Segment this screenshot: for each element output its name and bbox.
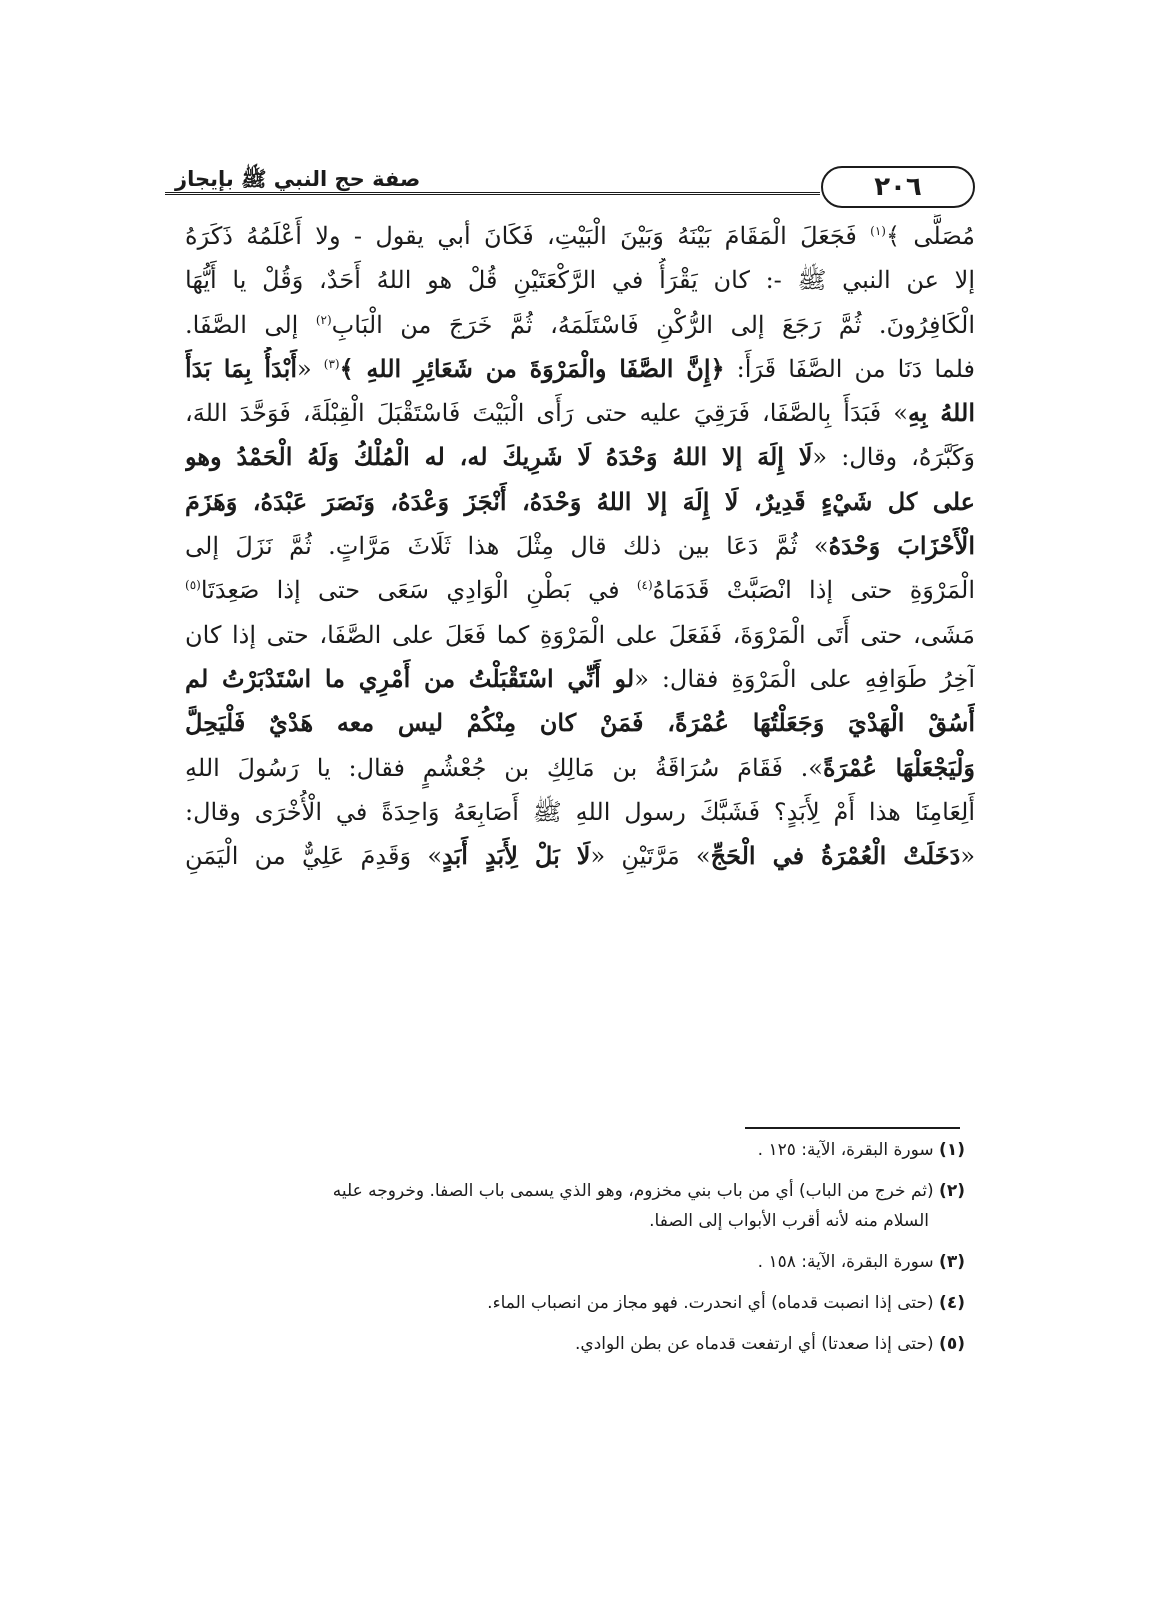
text-line: أَلِعَامِنَا هذا أَمْ لِأَبَدٍ؟ فَشَبَّكَ رسول اللهِ ﷺ أَصَابِعَهُ وَاحِدَةً في الْأُخْرَى وقال: [185,797,975,826]
footnote: (١) سورة البقرة، الآية: ١٢٥ . [757,1140,965,1160]
footnote-separator [745,1127,960,1129]
text-line: «دَخَلَتْ الْعُمْرَةُ في الْحَجِّ» مَرَّتَيْنِ «لَا بَلْ لِأَبَدٍ أَبَدٍ» وَقَدِمَ عَلِيٌّ من الْيَمَنِ [185,841,975,871]
main-text [185,214,975,878]
page-header [165,158,980,210]
text-line: وَكَبَّرَهُ، وقال: «لَا إِلَهَ إلا اللهُ وَحْدَهُ لَا شَرِيكَ له، له الْمُلْكُ وَلَهُ الْحَمْدُ وهو [185,442,975,472]
text-line: فلما دَنَا من الصَّفَا قَرَأَ: ﴿إِنَّ الصَّفَا والْمَرْوَةَ من شَعَائِرِ اللهِ ﴾$^{(٣)}$ «أَبْدَأُ بِمَا بَدَأَ [185,353,975,383]
text-line: مُصَلًّى ﴾$^{(١)}$ فَجَعَلَ الْمَقَامَ بَيْنَهُ وَبَيْنَ الْبَيْتِ، فَكَانَ أبي يقول - ولا أَعْلَمُهُ ذَكَرَهُ [185,222,975,250]
book-title: صفة حج النبي ﷺ بإيجاز [175,167,421,191]
text-line: الْمَرْوَةِ حتى إذا انْصَبَّتْ قَدَمَاهُ$^{(٤)}$ في بَطْنِ الْوَادِي سَعَى حتى إذا صَعِدَتَا$^{(٥)}$ [185,576,975,605]
header-double-rule [165,192,820,195]
text-line: اللهُ بِهِ» فَبَدَأَ بِالصَّفَا، فَرَقِيَ عليه حتى رَأَى الْبَيْتَ فَاسْتَقْبَلَ الْقِبْلَةَ، فَوَحَّدَ اللهَ، [185,398,975,428]
footnote: (٢) (ثم خرج من الباب) أي من باب بني مخزوم، وهو الذي يسمى باب الصفا. وخروجه عليه السلام منه لأنه أقرب الأبواب إلى الصفا. [332,1181,965,1231]
text-line: أَسُقْ الْهَدْيَ وَجَعَلْتُهَا عُمْرَةً، فَمَنْ كان مِنْكُمْ ليس معه هَدْيٌ فَلْيَحِلَّ [185,708,975,738]
footnote: (٣) سورة البقرة، الآية: ١٥٨ . [757,1252,965,1272]
text-line: آخِرُ طَوَافِهِ على الْمَرْوَةِ فقال: «لو أَنِّي اسْتَقْبَلْتُ من أَمْرِي ما اسْتَدْبَرْتُ لم [185,663,975,693]
text-line: مَشَى، حتى أَتَى الْمَرْوَةَ، فَفَعَلَ على الْمَرْوَةِ كما فَعَلَ على الصَّفَا، حتى إذا كان [185,620,975,649]
text-line: على كل شَيْءٍ قَدِيرٌ، لَا إِلَهَ إلا اللهُ وَحْدَهُ، أَنْجَزَ وَعْدَهُ، وَنَصَرَ عَبْدَهُ، وَهَزَمَ [185,486,975,516]
footnotes [185,1135,965,1370]
footnote: (٥) (حتى إذا صعدتا) أي ارتفعت قدماه عن بطن الوادي. [575,1334,965,1354]
text-line: الْأَحْزَابَ وَحْدَهُ» ثُمَّ دَعَا بين ذلك قال مِثْلَ هذا ثَلَاثَ مَرَّاتٍ. ثُمَّ نَزَلَ إلى [185,531,975,561]
footnote: (٤) (حتى إذا انصبت قدماه) أي انحدرت. فهو مجاز من انصباب الماء. [487,1293,965,1313]
text-line: إلا عن النبي ﷺ -: كان يَقْرَأُ في الرَّكْعَتَيْنِ قُلْ هو اللهُ أَحَدٌ، وَقُلْ يا أَيُّهَا [185,266,975,295]
page-number-badge: ٢٠٦ [821,166,975,208]
text-line: الْكَافِرُونَ. ثُمَّ رَجَعَ إلى الرُّكْنِ فَاسْتَلَمَهُ، ثُمَّ خَرَجَ من الْبَابِ$^{(٢)}$ إلى الصَّفَا. [185,310,975,339]
text-line: وَلْيَجْعَلْهَا عُمْرَةً». فَقَامَ سُرَاقَةُ بن مَالِكِ بن جُعْشُمٍ فقال: يا رَسُولَ اللهِ [185,752,975,782]
